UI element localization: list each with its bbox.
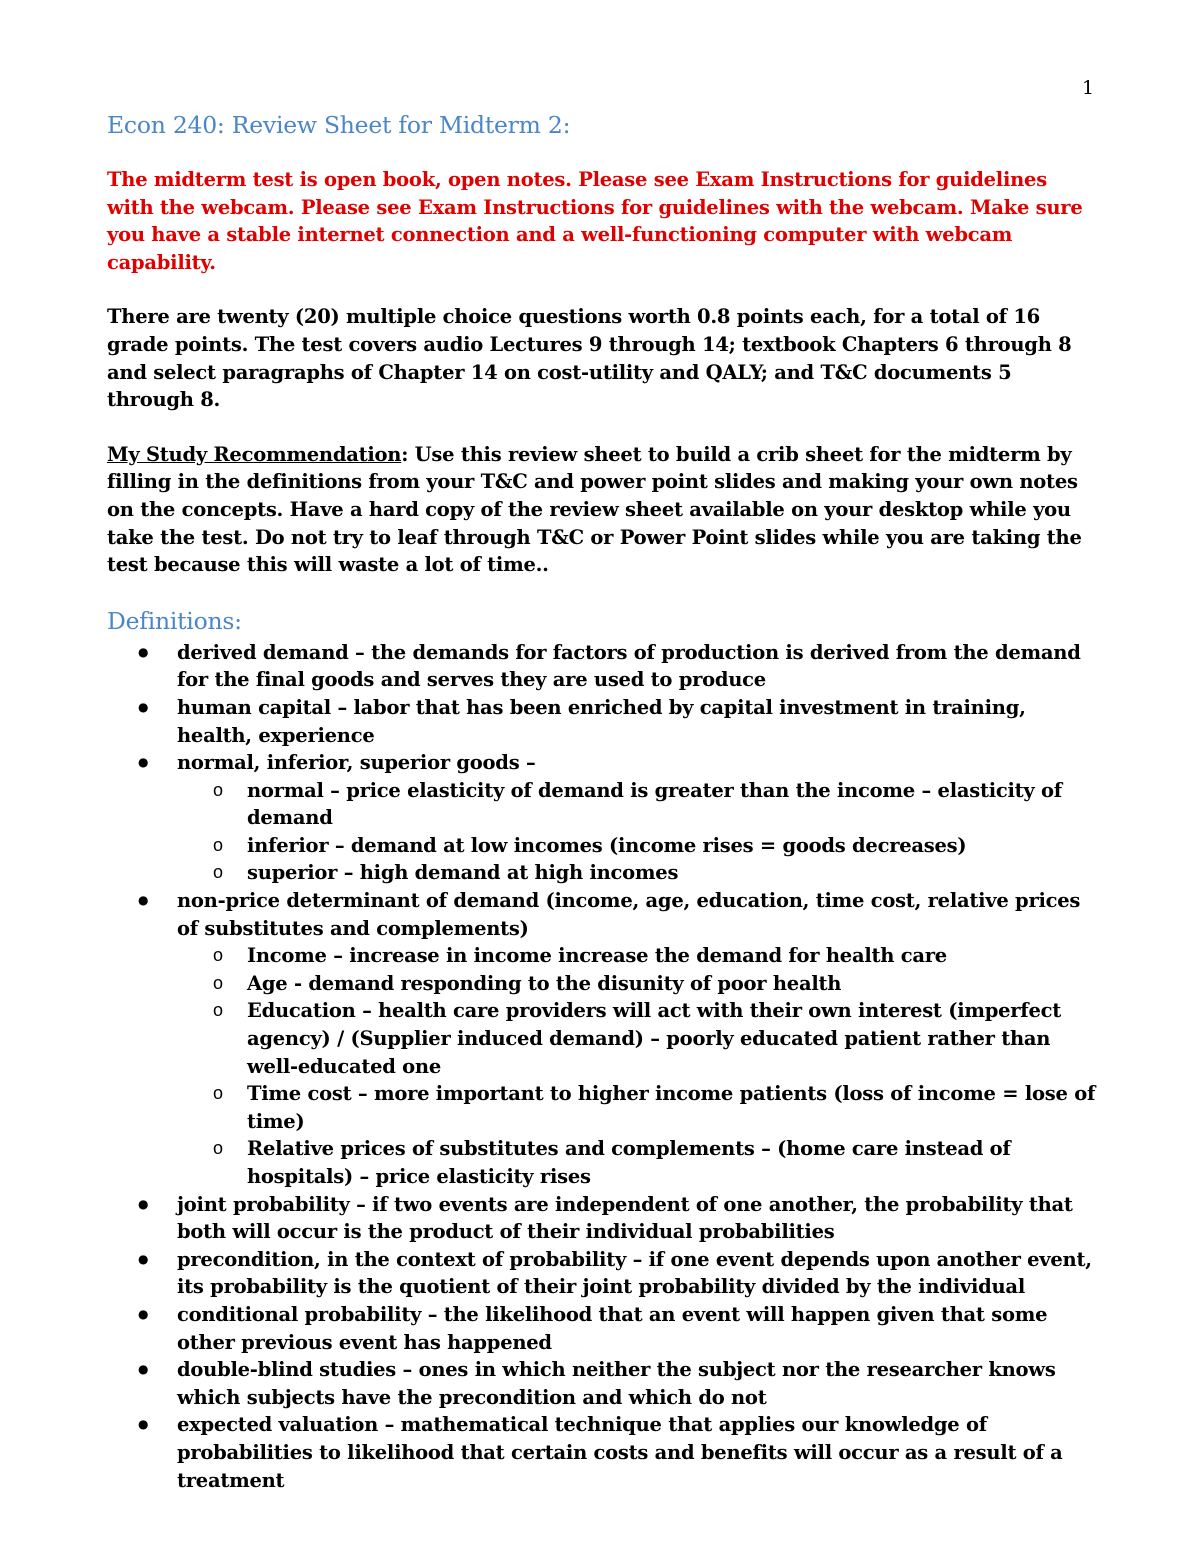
definition-text: non-price determinant of demand (income, age, education, time cost, relative prices of substitutes and complements) xyxy=(177,889,1081,940)
page-title: Econ 240: Review Sheet for Midterm 2: xyxy=(107,111,571,139)
definition-text: precondition, in the context of probability – if one event depends upon another event, its probability is the quotient of their joint probability divided by the individual xyxy=(177,1247,1092,1299)
sub-definition-item: o superior – high demand at high incomes xyxy=(247,859,1097,887)
definition-text: derived demand – the demands for factors of production is derived from the demand for the final goods and serves they are used to produce xyxy=(177,640,1081,692)
sub-definition-item: o Age - demand responding to the disunity of poor health xyxy=(247,970,1097,998)
definition-text: human capital – labor that has been enriched by capital investment in training, health, experience xyxy=(177,695,1026,747)
definition-item xyxy=(177,1356,1097,1411)
sub-definition-item: o normal – price elasticity of demand is greater than the income – elasticity of demand xyxy=(247,777,1097,832)
sub-definition-item: o Time cost – more important to higher income patients (loss of income = lose of time) xyxy=(247,1080,1097,1135)
page-number: 1 xyxy=(1082,77,1095,99)
sub-definition-list xyxy=(177,777,1097,887)
definition-item xyxy=(177,1191,1097,1246)
recommendation-text-2: of the review sheet available on your desktop while you take the test. Do not try to leaf through T&C or Power Point slides while you are taking the test because this will waste a lot of time.. xyxy=(107,497,1082,577)
exam-notice: The midterm test is open book, open notes. Please see Exam Instructions for guidelines with the webcam. Please see Exam Instructions for guidelines with the webcam. Make sure you have a stable internet connection and a well-functioning computer with webcam capability. xyxy=(107,168,1083,274)
definition-item xyxy=(177,887,1097,1191)
definition-text: expected valuation – mathematical technique that applies our knowledge of probabilities to likelihood that certain costs and benefits will occur as a result of a treatment xyxy=(177,1413,1063,1492)
definition-item xyxy=(177,749,1097,887)
definition-text: double-blind studies – ones in which neither the subject nor the researcher knows which subjects have the precondition and which do not xyxy=(177,1358,1056,1409)
document-body xyxy=(107,110,1097,1494)
recommendation-label: My Study Recommendation xyxy=(107,442,402,466)
sub-definition-item: o Income – increase in income increase the demand for health care xyxy=(247,942,1097,970)
definition-item xyxy=(177,639,1097,694)
definition-item xyxy=(177,1411,1097,1494)
sub-definition-item: o Education – health care providers will act with their own interest (imperfect agency) / (Supplier induced demand) – poorly educated patient rather than well-educated one xyxy=(247,997,1097,1080)
test-info: There are twenty (20) multiple choice questions worth 0.8 points each, for a total of 16 grade points. The test covers audio Lectures 9 through 14; textbook Chapters 6 through 8 and select paragraphs of Chapter 14 on cost-utility and QALY; and T&C documents 5 through 8. xyxy=(107,305,1072,412)
sub-definition-list xyxy=(177,942,1097,1190)
definition-text: conditional probability – the likelihood that an event will happen given that some other previous event has happened xyxy=(177,1302,1048,1354)
definitions-list xyxy=(107,639,1097,1494)
definition-item xyxy=(177,694,1097,749)
definition-text: normal, inferior, superior goods – xyxy=(177,751,536,775)
definitions-heading: Definitions: xyxy=(107,606,242,635)
definition-item xyxy=(177,1246,1097,1301)
definition-text: joint probability – if two events are independent of one another, the probability that both will occur is the product of their individual probabilities xyxy=(177,1192,1073,1244)
definition-item xyxy=(177,1301,1097,1356)
sub-definition-item: o inferior – demand at low incomes (income rises = goods decreases) xyxy=(247,832,1097,860)
sub-definition-item: o Relative prices of substitutes and complements – (home care instead of hospitals) – price elasticity rises xyxy=(247,1135,1097,1190)
recommendation-text-1: : Use this review sheet to build a crib sheet for the midterm by filling in the definitions from your T&C and power point slides and making your own notes on the concepts. Have a xyxy=(107,442,1078,521)
study-recommendation xyxy=(107,441,1097,579)
hard-copy-emphasis: hard copy xyxy=(368,497,475,521)
